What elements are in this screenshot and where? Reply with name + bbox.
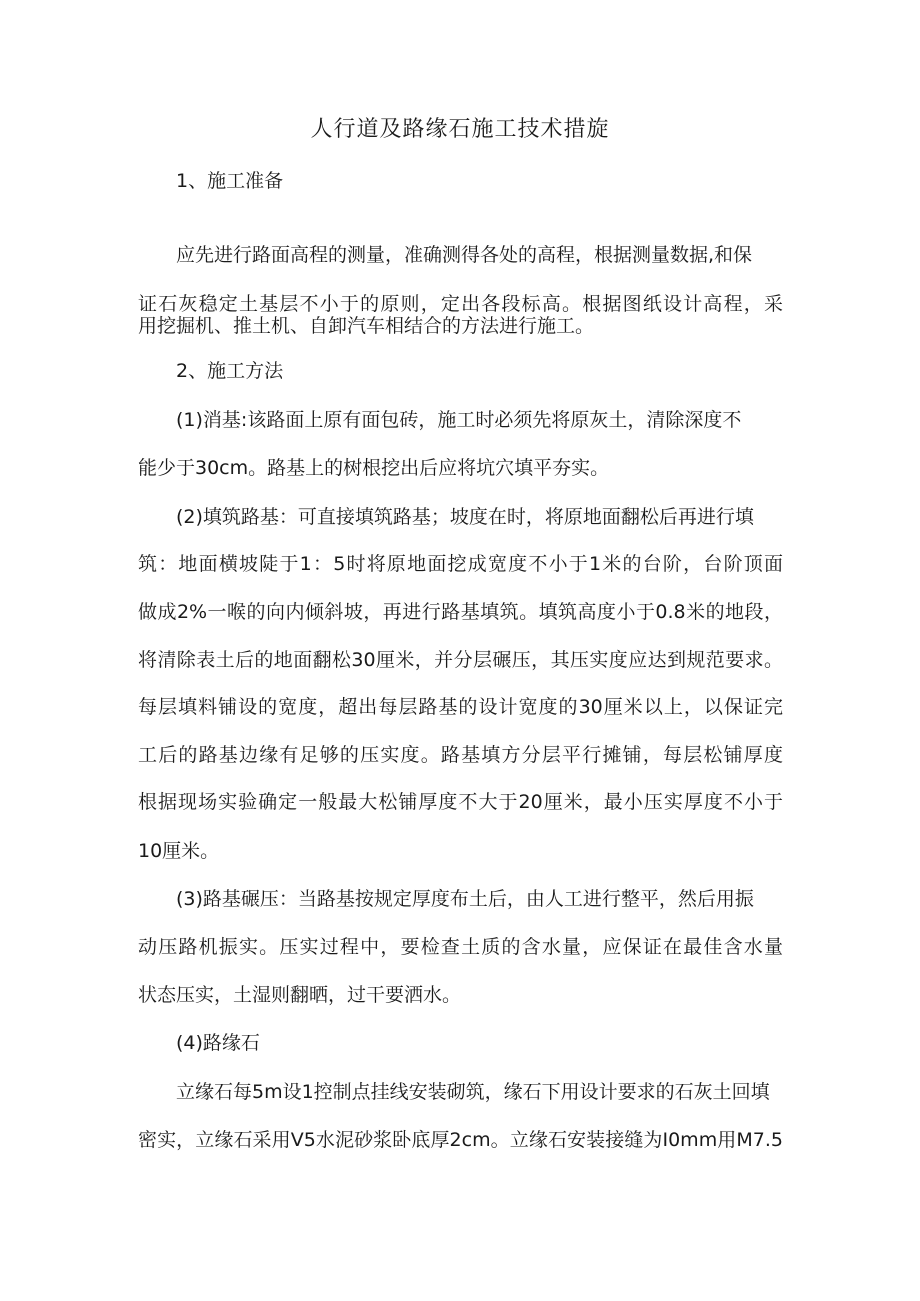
paragraph-line: 根据现场实验确定一般最大松铺厚度不大于20厘米，最小压实厚度不小于 — [138, 791, 783, 813]
paragraph-line: 将清除表土后的地面翻松30厘米，并分层碾压，其压实度应达到规范要求。 — [138, 649, 783, 671]
paragraph-line: 10厘米。 — [138, 840, 220, 862]
section-heading-preparation: 1、施工准备 — [176, 170, 284, 192]
paragraph-line: 状态压实，土湿则翻晒，过干要洒水。 — [138, 984, 462, 1006]
paragraph-line: 筑：地面横坡陡于1：5时将原地面挖成宽度不小于1米的台阶，台阶顶面 — [138, 553, 783, 575]
paragraph-line: 立缘石每5m设1控制点挂线安装砌筑，缘石下用设计要求的石灰土回填 — [176, 1081, 770, 1103]
section-heading-method: 2、施工方法 — [176, 360, 284, 382]
paragraph-line: 密实，立缘石采用V5水泥砂浆卧底厚2cm。立缘石安装接缝为I0mm用M7.5 — [138, 1129, 783, 1151]
paragraph-line: (2)填筑路基：可直接填筑路基；坡度在时，将原地面翻松后再进行填 — [176, 506, 754, 528]
paragraph-line: 应先进行路面高程的测量，准确测得各处的高程，根据测量数据,和保 — [176, 244, 753, 266]
paragraph-line: 证石灰稳定土基层不小于的原则，定出各段标高。根据图纸设计高程，采 — [138, 293, 783, 315]
document-title: 人行道及路缘石施工技术措旋 — [310, 117, 610, 142]
paragraph-line: 做成2%一喉的向内倾斜坡，再进行路基填筑。填筑高度小于0.8米的地段， — [138, 601, 783, 623]
subsection-heading-curbstone: (4)路缘石 — [176, 1032, 260, 1054]
paragraph-line: 每层填料铺设的宽度，超出每层路基的设计宽度的30厘米以上，以保证完 — [138, 696, 783, 718]
paragraph-line: 能少于30cm。路基上的树根挖出后应将坑穴填平夯实。 — [138, 457, 610, 479]
paragraph-line: 工后的路基边缘有足够的压实度。路基填方分层平行摊铺，每层松铺厚度 — [138, 744, 783, 766]
paragraph-line: (1)消基:该路面上原有面包砖，施工时必须先将原灰土，清除深度不 — [176, 409, 742, 431]
paragraph-line: 动压路机振实。压实过程中，要检查土质的含水量，应保证在最佳含水量 — [138, 936, 783, 958]
paragraph-line: (3)路基碾压：当路基按规定厚度布土后，由人工进行整平，然后用振 — [176, 888, 754, 910]
paragraph-line: 用挖掘机、推土机、自卸汽车相结合的方法进行施工。 — [138, 315, 595, 337]
